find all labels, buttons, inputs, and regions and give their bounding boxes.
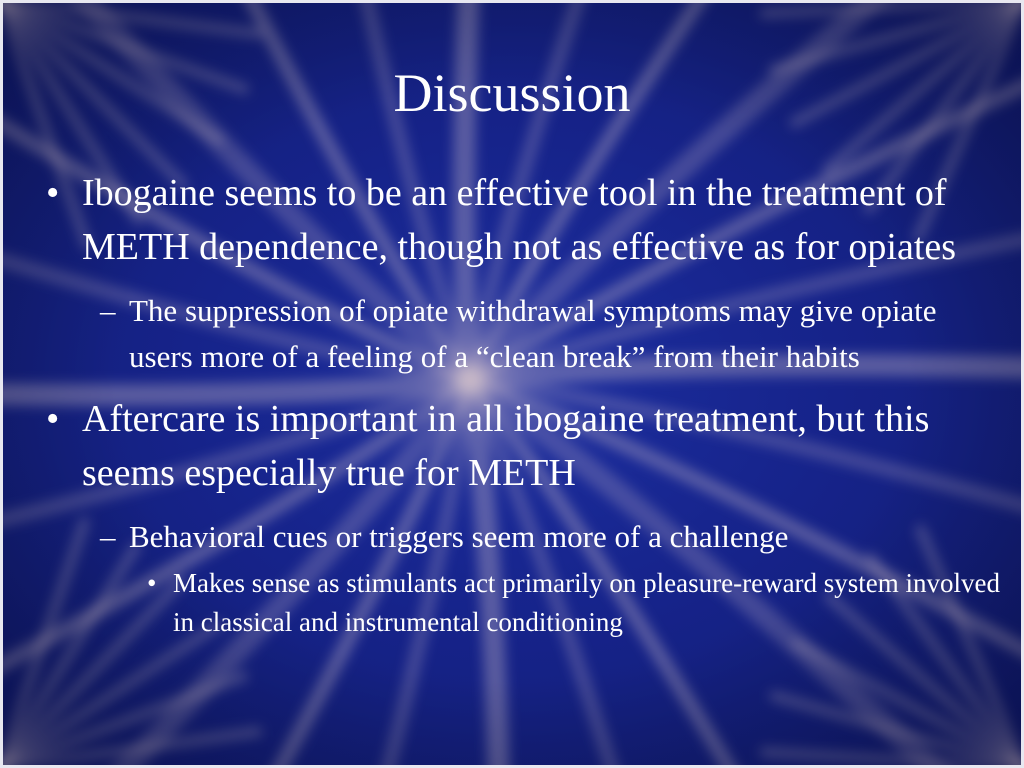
- bullet-2-sub-1-text: Behavioral cues or triggers seem more of a challenge: [129, 519, 789, 554]
- bullet-1-sub-1: [44, 288, 1004, 380]
- dash-marker: –: [100, 519, 116, 554]
- slide-title: Discussion: [393, 63, 631, 123]
- bullet-marker: •: [147, 568, 157, 598]
- bullet-2: [44, 392, 1004, 500]
- bullet-1-sub-1-text: The suppression of opiate withdrawal symptoms may give opiate users more of a feeling of a “clean break” from their habits: [129, 293, 937, 374]
- bullet-marker: •: [46, 398, 60, 440]
- bullet-2-sub-1: [44, 514, 1004, 560]
- bullet-2-text: Aftercare is important in all ibogaine treatment, but this seems especially true for METH: [82, 398, 930, 494]
- bullet-2-sub-1-sub-1-text: Makes sense as stimulants act primarily on pleasure-reward system involved in classical and instrumental conditioning: [173, 568, 1001, 637]
- bullet-1: [44, 166, 1004, 274]
- bullet-marker: •: [46, 172, 60, 214]
- bullet-1-text: Ibogaine seems to be an effective tool in the treatment of METH dependence, though not as effective as for opiates: [82, 172, 957, 268]
- dash-marker: –: [100, 293, 116, 328]
- slide-body: [44, 166, 1004, 642]
- bullet-2-sub-1-sub-1: [44, 564, 1004, 642]
